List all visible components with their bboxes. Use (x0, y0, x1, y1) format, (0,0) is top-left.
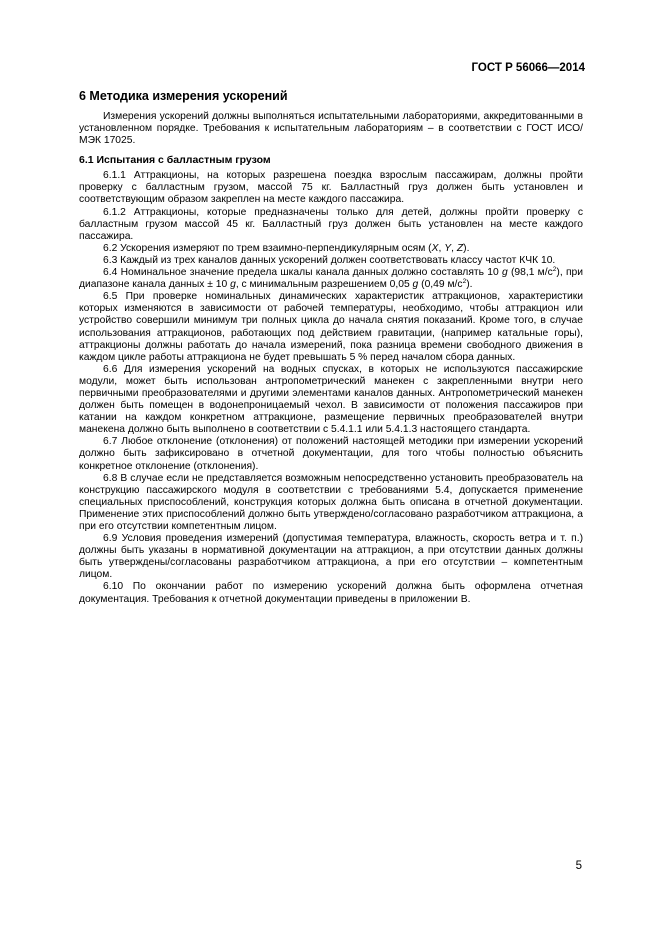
section-intro: Измерения ускорений должны выполняться испытательными лабораториями, аккредитованными в установленном порядке. Требования к испытательным лабораториям – в соответствии с ГОСТ ИСО/МЭК 17025. (79, 111, 583, 147)
document-id-header: ГОСТ Р 56066—2014 (471, 62, 585, 74)
g-symbol: g (230, 279, 236, 291)
paragraph-6-4-text: , с минимальным разрешением 0,05 (235, 279, 413, 291)
paragraph-6-4-end: ). (466, 279, 473, 291)
g-symbol: g (412, 279, 419, 291)
paragraph-6-4-text: (0,49 м/с (418, 279, 463, 291)
paragraph-6-4-text: ), при диапазоне канала данных ± 10 (79, 267, 583, 291)
separator: , (451, 242, 457, 254)
paragraph-6-3: 6.3 Каждый из трех каналов данных ускорений должен соответствовать классу частот КЧК 10. (103, 254, 556, 266)
axis-z: Z (456, 242, 464, 254)
paragraph-6-4 (79, 267, 583, 291)
page-number: 5 (575, 860, 582, 872)
paragraph-6-9: 6.9 Условия проведения измерений (допустимая температура, влажность, скорость ветра и т. п.) должны быть указаны в нормативной документации на аттракцион, а при отсутствии данных должны быть утверждены/согласованы разработчиком аттракциона, а при его отсутствии – компетентным лицом. (79, 533, 583, 581)
axis-x: X (431, 242, 439, 254)
paragraph-6-8: 6.8 В случае если не представляется возможным непосредственно установить преобразователь на конструкцию пассажирского модуля в соответствии с требованиями 5.4, допускается применение специальных приспособлений, конструкция которых должна быть описана в отчетной документации. Применение этих приспособлений должно быть утверждено/согласовано разработчиком аттракциона, а при его отсутствии компетентным лицом. (79, 472, 583, 532)
paragraph-6-4-text: 6.4 Номинальное значение предела шкалы канала данных должно составлять 10 (103, 267, 502, 279)
paragraph-6-2-end: ). (463, 242, 470, 254)
superscript: 2 (462, 278, 467, 286)
paragraph-6-5: 6.5 При проверке номинальных динамических характеристик аттракционов, характеристики которых изменяются в зависимости от рабочей температуры, необходимо, чтобы аттракцион или устройство совершили минимум три полных цикла до начала снятия показаний. Кроме того, в случае использования аттракционов, работающих под действием гравитации, (например катальные горы), аттракционы должны работать до начала измерений, пока разница времени свободного движения в каждом цикле работы аттракциона не будет превышать 5 % перед началом сбора данных. (79, 291, 583, 363)
paragraph-6-6: 6.6 Для измерения ускорений на водных спусках, в которых не используются пассажирские модули, может быть использован антропометрический манекен с закрепленными внутри него первичными преобразователями и другими элементами каналов данных. Антропометрический манекен должен быть помещен в водонепроницаемый чехол. В зависимости от положения пассажиров при катании на каждом конкретном аттракционе, размещение первичных преобразователей внутри манекена должно быть выполнено в соответствии с 5.4.1.1 или 5.4.1.3 настоящего стандарта. (79, 363, 583, 436)
paragraph-6-7: 6.7 Любое отклонение (отклонения) от положений настоящей методики при измерении ускорений должно быть зафиксировано в отчетной документации, для того чтобы полностью объяснить конкретное отклонение (отклонения). (79, 436, 583, 472)
document-body (79, 89, 583, 606)
section-title: 6 Методика измерения ускорений (79, 89, 288, 103)
paragraph-6-2 (79, 243, 583, 255)
superscript: 2 (552, 266, 557, 274)
paragraph-6-1-1: 6.1.1 Аттракционы, на которых разрешена поездка взрослым пассажирам, должны пройти проверку с балластным грузом, массой 75 кг. Балластный груз должен быть установлен и соответствующим образом закреплен на месте каждого пассажира. (79, 170, 583, 206)
paragraph-6-1-2: 6.1.2 Аттракционы, которые предназначены только для детей, должны пройти проверку с балластным грузом массой 45 кг. Балластный груз должен быть установлен на месте каждого пассажира. (79, 206, 583, 242)
g-symbol: g (501, 267, 508, 279)
separator: , (438, 242, 445, 254)
axis-y: Y (444, 242, 452, 254)
subsection-title: 6.1 Испытания с балластным грузом (79, 154, 271, 167)
paragraph-6-2-text: 6.2 Ускорения измеряют по трем взаимно-перпендикулярным осям ( (103, 242, 432, 254)
paragraph-6-10: 6.10 По окончании работ по измерению ускорений должна быть оформлена отчетная документация. Требования к отчетной документации приведены в приложении В. (79, 581, 583, 605)
paragraph-6-4-text: (98,1 м/с (507, 267, 553, 279)
